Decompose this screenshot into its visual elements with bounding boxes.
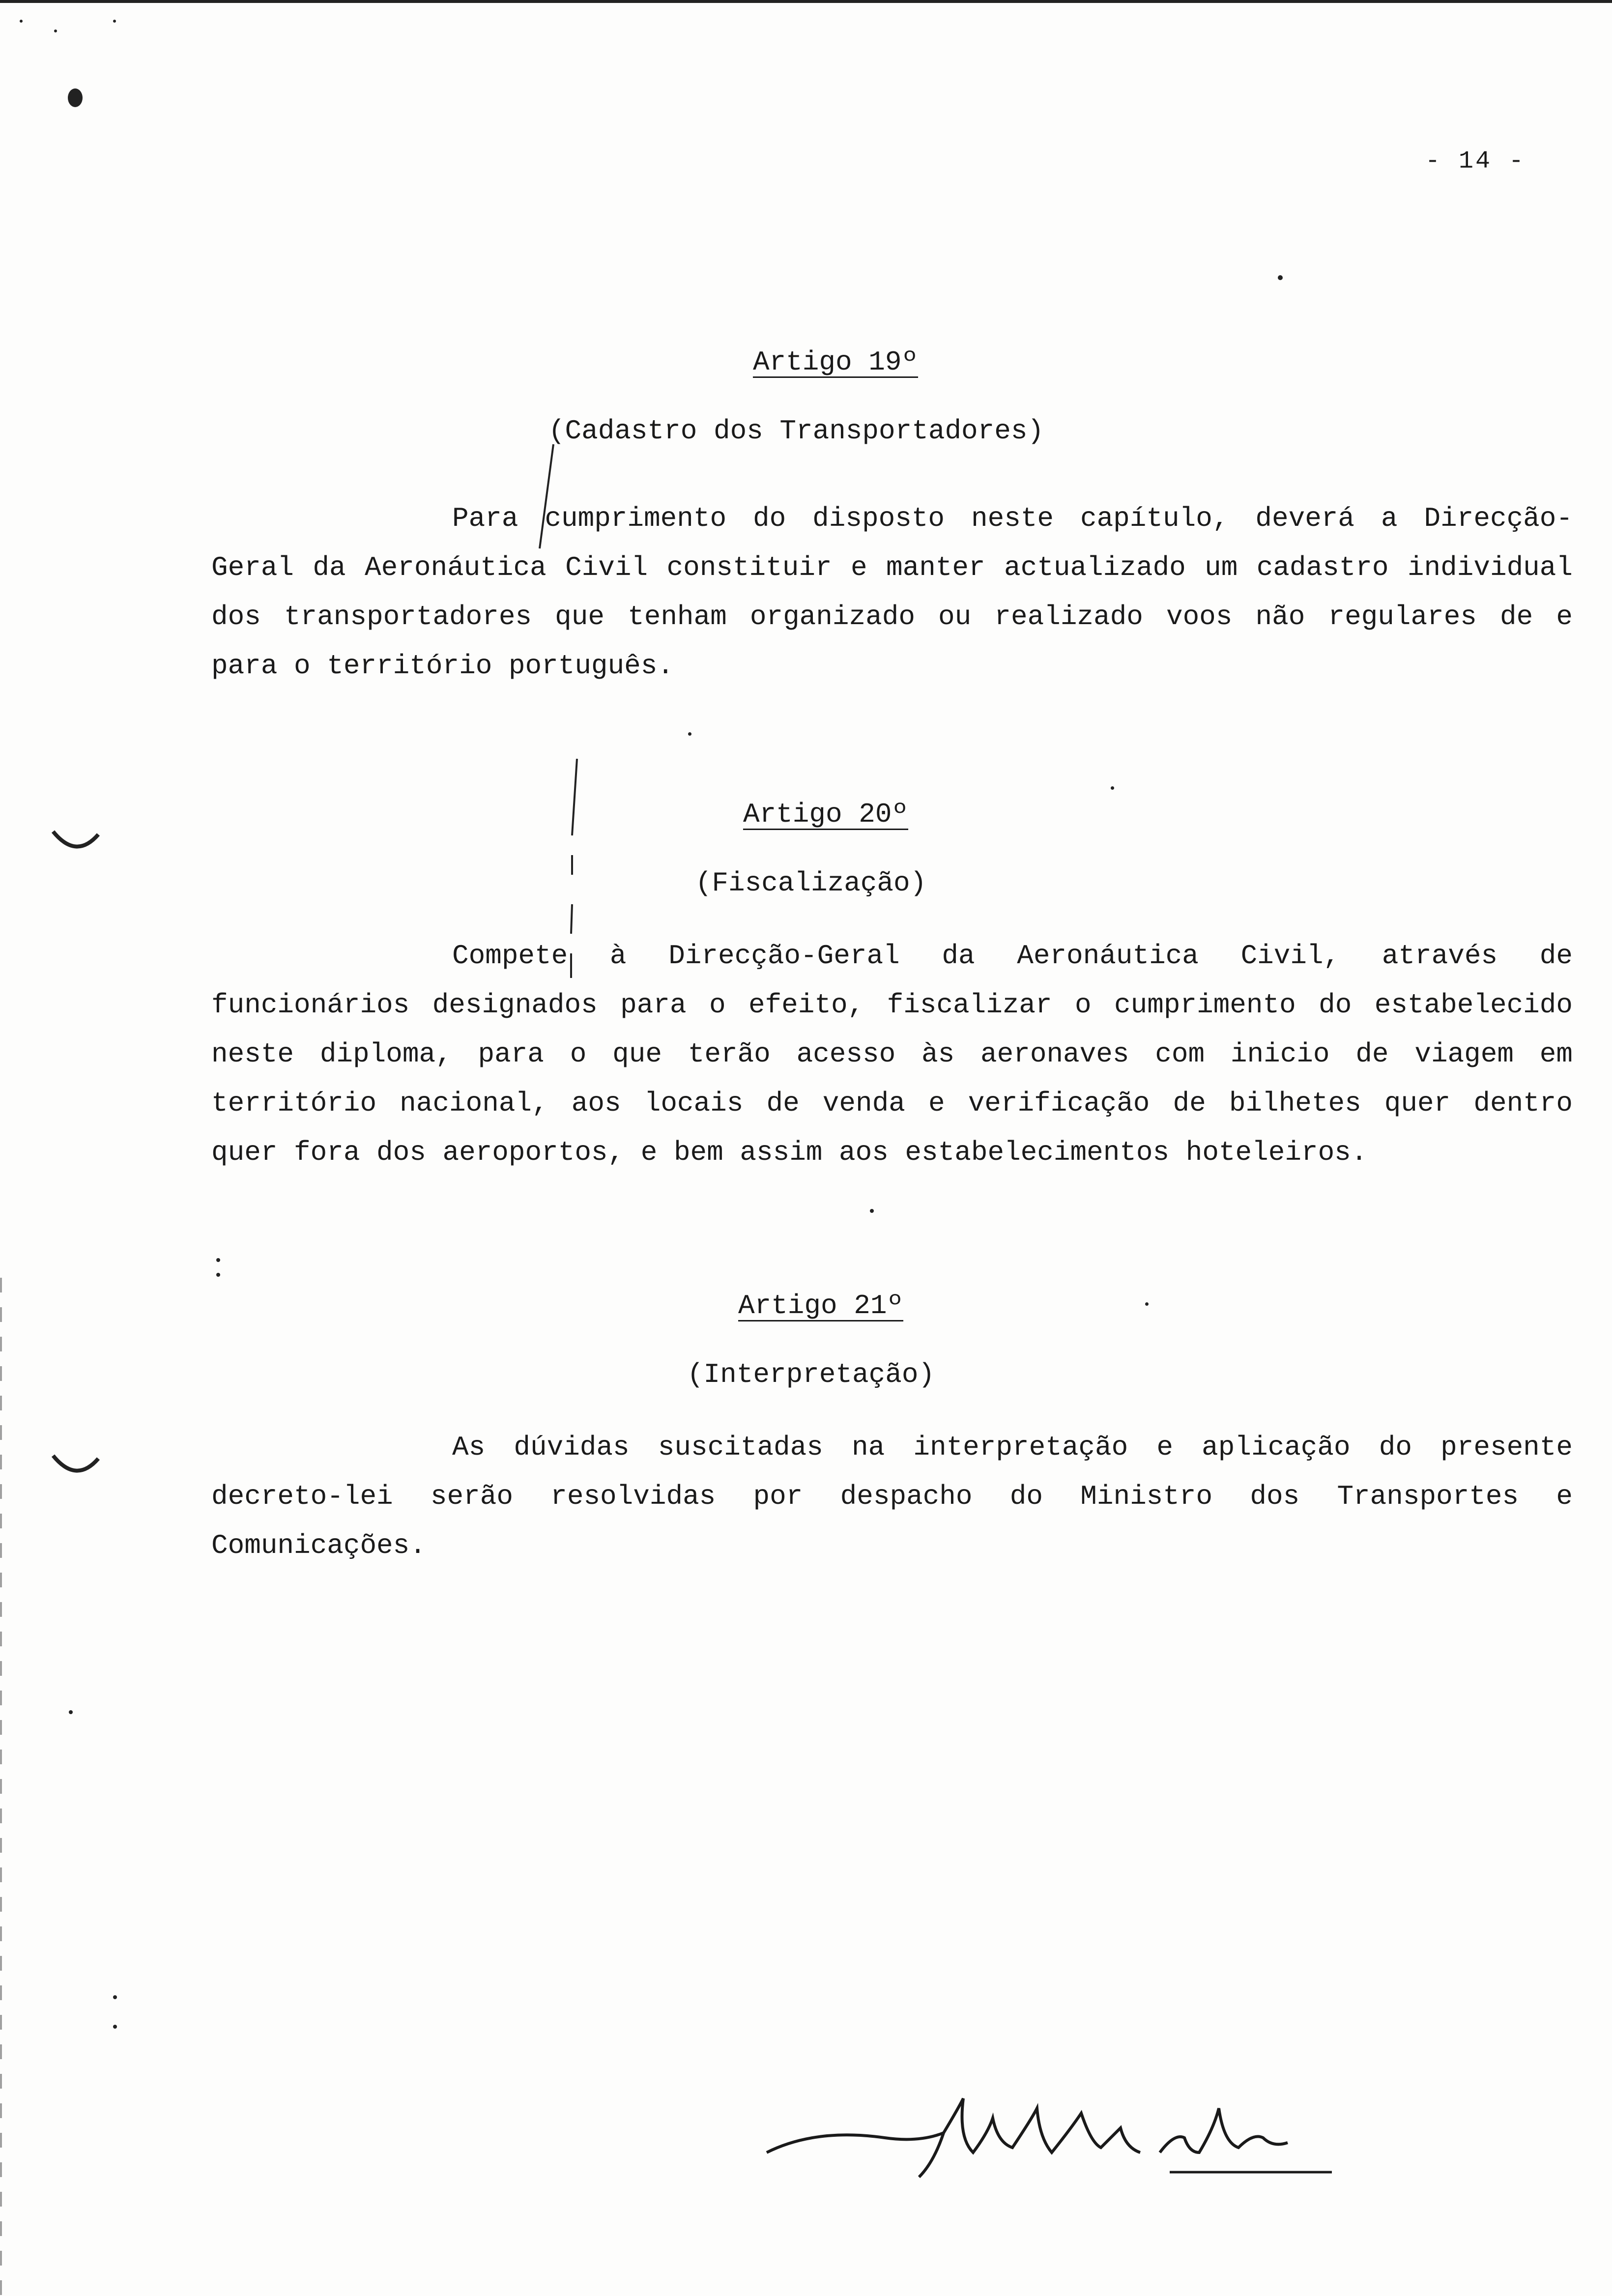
page-number: - 14 - bbox=[1425, 147, 1526, 175]
scan-speck bbox=[216, 1258, 220, 1262]
article-body: Compete à Direcção-Geral da Aeronáutica Civil, através de funcionários designados para o efeito, fiscalizar o cumprimento do estabelecido neste diploma, para o que terão acesso às aeronaves com inicio de viagem em território nacional, aos locais de venda e verificação de bilhetes quer dentro quer fora dos aeroportos, e bem assim aos estabelecimentos hoteleiros. bbox=[211, 940, 1573, 1168]
scan-speck bbox=[216, 1273, 220, 1277]
scan-speck bbox=[870, 1209, 874, 1213]
scan-speck bbox=[1278, 275, 1283, 280]
article-subheading: (Cadastro dos Transportadores) bbox=[548, 415, 1044, 447]
ink-blot bbox=[68, 88, 83, 107]
article-heading: Artigo 19º bbox=[752, 346, 919, 378]
article-body: As dúvidas suscitadas na interpretação e aplicação do presente decreto-lei serão resolvidas por despacho do Ministro dos Transportes e Comunicações. bbox=[211, 1432, 1573, 1561]
top-border bbox=[0, 0, 1612, 3]
article-body: Para cumprimento do disposto neste capítulo, deverá a Direcção-Geral da Aeronáutica Civil constituir e manter actualizado um cadastro individual dos transportadores que tenham organizado ou realizado voos não regulares de e para o território português. bbox=[211, 503, 1573, 682]
scan-speck bbox=[113, 2025, 117, 2029]
scan-speck bbox=[20, 20, 23, 23]
article-subheading: (Fiscalização) bbox=[695, 867, 927, 899]
article-heading: Artigo 21º bbox=[738, 1290, 904, 1321]
scan-speck bbox=[54, 29, 57, 32]
scan-speck bbox=[113, 20, 116, 23]
margin-hook-mark bbox=[49, 1450, 103, 1484]
scan-speck bbox=[1111, 786, 1114, 790]
article-subheading: (Interpretação) bbox=[687, 1359, 935, 1390]
margin-hook-mark bbox=[49, 826, 103, 860]
scan-speck bbox=[688, 732, 691, 736]
handwritten-signature bbox=[757, 2079, 1337, 2192]
left-scan-edge bbox=[0, 1278, 2, 2296]
article-heading: Artigo 20º bbox=[743, 799, 909, 830]
scan-speck bbox=[113, 1995, 117, 1999]
scan-speck bbox=[69, 1710, 73, 1714]
